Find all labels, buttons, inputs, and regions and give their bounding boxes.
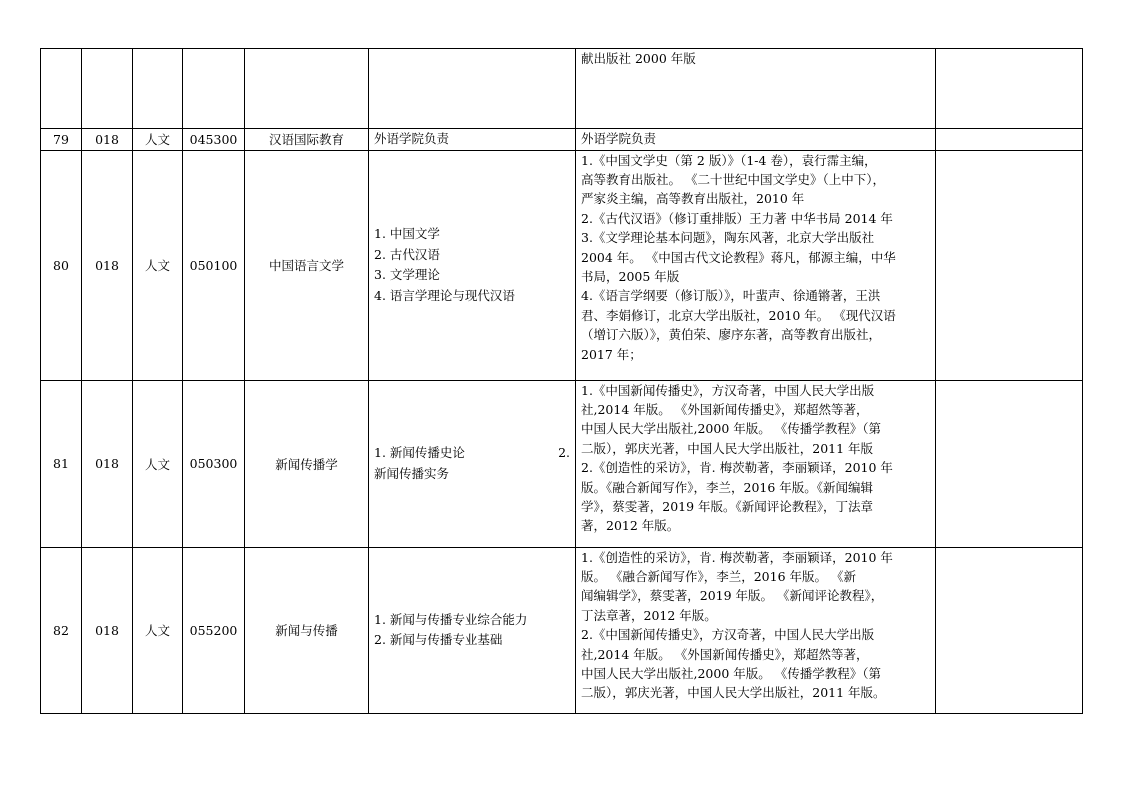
subject-line: 1. 新闻与传播专业综合能力 <box>374 611 528 627</box>
unit-code-cell <box>82 49 133 129</box>
remarks-cell <box>936 129 1083 151</box>
reference-line: 二版），郭庆光著，中国人民大学出版社，2011 年版。 <box>581 685 886 701</box>
reference-line: 著，2012 年版。 <box>581 518 680 534</box>
table-row <box>41 49 1083 129</box>
exam-subjects-cell <box>369 49 576 129</box>
remarks-cell <box>936 380 1083 547</box>
major-code-cell <box>183 49 245 129</box>
row-number-cell: 81 <box>41 380 82 547</box>
reference-line: 版。《融合新闻写作》，李兰，2016 年版。《新闻编辑 <box>581 479 874 495</box>
reference-line: 1.《创造性的采访》，肯. 梅茨勒著，李丽颖译，2010 年 <box>581 549 893 565</box>
reference-books-cell <box>576 547 936 713</box>
subject-line: 1. 中国文学 <box>374 226 440 241</box>
reference-books-cell <box>576 129 936 151</box>
unit-code-cell: 018 <box>82 380 133 547</box>
department-cell: 人文 <box>133 150 183 380</box>
major-code-cell: 055200 <box>183 547 245 713</box>
subject-line: 外语学院负责 <box>374 131 450 146</box>
major-code-cell: 050300 <box>183 380 245 547</box>
remarks-cell <box>936 49 1083 129</box>
subject-text: 2. <box>558 445 570 460</box>
department-cell <box>133 49 183 129</box>
exam-subjects-cell <box>369 150 576 380</box>
reference-line: 外语学院负责 <box>581 131 657 146</box>
major-name-cell: 新闻与传播 <box>245 547 369 713</box>
table-row <box>41 380 1083 547</box>
remarks-cell <box>936 150 1083 380</box>
table-row <box>41 547 1083 713</box>
major-name-cell: 新闻传播学 <box>245 380 369 547</box>
remarks-cell <box>936 547 1083 713</box>
reference-line: 社,2014 年版。 《外国新闻传播史》，郑超然等著， <box>581 646 869 662</box>
reference-line: 2017 年； <box>581 346 642 362</box>
reference-line: 2004 年。 《中国古代文论教程》蒋凡，郁源主编，中华 <box>581 249 896 265</box>
subject-line: 新闻传播实务 <box>374 465 450 481</box>
reference-line: 社,2014 年版。 《外国新闻传播史》，郑超然等著， <box>581 401 869 417</box>
reference-line: 2.《中国新闻传播史》，方汉奇著，中国人民大学出版 <box>581 627 875 643</box>
unit-code-cell: 018 <box>82 150 133 380</box>
row-number-cell: 79 <box>41 129 82 151</box>
exam-subjects-cell <box>369 129 576 151</box>
subject-line: 2. 古代汉语 <box>374 246 440 262</box>
department-cell: 人文 <box>133 129 183 151</box>
reference-line: 1.《中国新闻传播史》，方汉奇著，中国人民大学出版 <box>581 382 875 398</box>
reference-line: 君、李娟修订，北京大学出版社，2010 年。 《现代汉语 <box>581 307 896 323</box>
reference-line: 版。 《融合新闻写作》，李兰，2016 年版。 《新 <box>581 568 856 584</box>
reference-books-cell <box>576 380 936 547</box>
major-name-cell <box>245 49 369 129</box>
row-number-cell: 82 <box>41 547 82 713</box>
reference-line: 2.《创造性的采访》，肯. 梅茨勒著，李丽颖译，2010 年 <box>581 460 893 476</box>
major-code-cell: 045300 <box>183 129 245 151</box>
department-cell: 人文 <box>133 547 183 713</box>
reference-line: 中国人民大学出版社,2000 年版。 《传播学教程》（第 <box>581 665 881 681</box>
major-name-cell: 汉语国际教育 <box>245 129 369 151</box>
subject-line: 4. 语言学理论与现代汉语 <box>374 287 515 303</box>
row-number-cell: 80 <box>41 150 82 380</box>
reference-line: 书局，2005 年版 <box>581 268 680 284</box>
subject-line <box>374 443 570 464</box>
reference-line: 丁法章著，2012 年版。 <box>581 607 717 623</box>
reference-line: 学》，蔡雯著，2019 年版。《新闻评论教程》，丁法章 <box>581 498 874 514</box>
subject-line: 3. 文学理论 <box>374 267 440 282</box>
exam-subjects-cell <box>369 380 576 547</box>
table-row <box>41 150 1083 380</box>
reference-line: 3.《文学理论基本问题》，陶东风著，北京大学出版社 <box>581 230 875 246</box>
reference-line: 献出版社 2000 年版 <box>581 51 696 66</box>
major-code-cell: 050100 <box>183 150 245 380</box>
reference-line: （增订六版）》，黄伯荣、廖序东著，高等教育出版社， <box>581 327 882 343</box>
department-cell: 人文 <box>133 380 183 547</box>
unit-code-cell: 018 <box>82 547 133 713</box>
catalog-table <box>40 48 1083 714</box>
subject-text: 1. 新闻传播史论 <box>374 445 465 460</box>
reference-line: 1.《中国文学史（第 2 版）》（1-4 卷），袁行霈主编， <box>581 152 877 168</box>
reference-line: 严家炎主编，高等教育出版社，2010 年 <box>581 191 805 207</box>
reference-line: 闻编辑学》，蔡雯著，2019 年版。 《新闻评论教程》， <box>581 588 884 604</box>
subject-line: 2. 新闻与传播专业基础 <box>374 632 503 647</box>
reference-line: 中国人民大学出版社,2000 年版。 《传播学教程》（第 <box>581 421 881 437</box>
exam-subjects-cell <box>369 547 576 713</box>
reference-line: 二版），郭庆光著，中国人民大学出版社，2011 年版 <box>581 440 874 456</box>
reference-books-cell <box>576 150 936 380</box>
reference-line: 4.《语言学纲要（修订版）》，叶蜚声、徐通锵著，王洪 <box>581 288 881 304</box>
unit-code-cell: 018 <box>82 129 133 151</box>
major-name-cell: 中国语言文学 <box>245 150 369 380</box>
row-number-cell <box>41 49 82 129</box>
table-row <box>41 129 1083 151</box>
reference-line: 2.《古代汉语》（修订重排版）王力著 中华书局 2014 年 <box>581 210 893 226</box>
reference-line: 高等教育出版社。 《二十世纪中国文学史》（上中下）， <box>581 171 885 187</box>
reference-books-cell <box>576 49 936 129</box>
